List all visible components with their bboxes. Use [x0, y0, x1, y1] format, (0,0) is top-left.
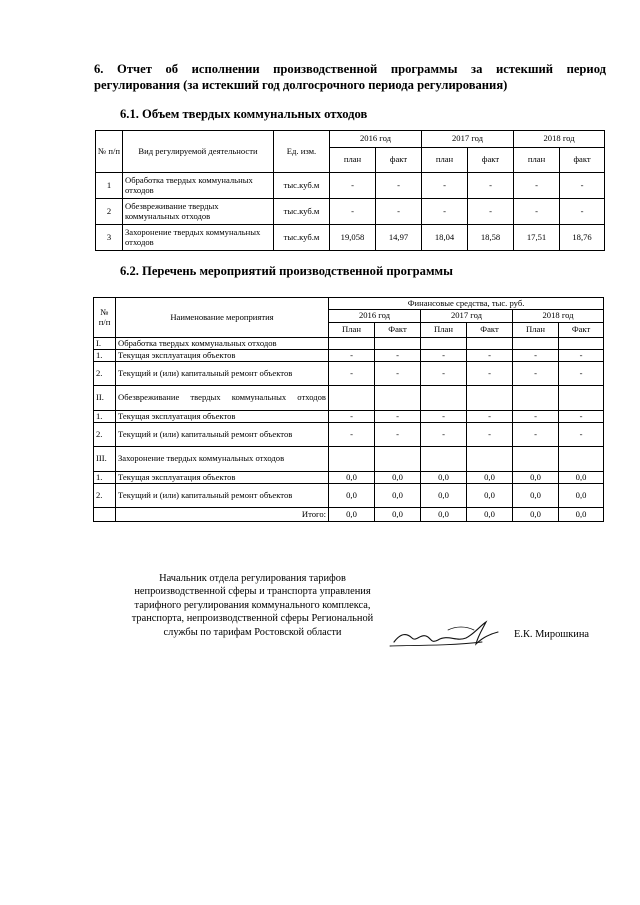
- row-no: 1.: [94, 350, 116, 362]
- cell-value: [329, 386, 375, 411]
- row-no: 2.: [94, 362, 116, 386]
- cell-value: [421, 386, 467, 411]
- cell-value: 0,0: [421, 484, 467, 508]
- header-year-2016: 2016 год: [329, 310, 421, 323]
- cell-value: -: [467, 411, 513, 423]
- table-row: [96, 225, 605, 251]
- cell-value: -: [559, 411, 604, 423]
- cell-value: 0,0: [467, 472, 513, 484]
- header-plan: План: [421, 323, 467, 338]
- row-no: 2.: [94, 484, 116, 508]
- cell-value: [421, 447, 467, 472]
- header-year-2017: 2017 год: [422, 131, 514, 148]
- cell-value: -: [330, 199, 376, 225]
- cell-value: 0,0: [559, 472, 604, 484]
- row-activity: Захоронение твердых коммунальных отходов: [123, 225, 274, 251]
- row-no: 3: [96, 225, 123, 251]
- cell-value: [467, 447, 513, 472]
- row-measure-name: Текущий и (или) капитальный ремонт объектов: [116, 362, 329, 386]
- header-no: № п/п: [96, 131, 123, 173]
- cell-value: -: [329, 411, 375, 423]
- cell-value: -: [513, 411, 559, 423]
- cell-value: -: [329, 362, 375, 386]
- cell-value: [329, 447, 375, 472]
- cell-value: -: [560, 173, 605, 199]
- table-row: [94, 472, 604, 484]
- table-row: [94, 484, 604, 508]
- cell-value: 0,0: [375, 484, 421, 508]
- signatory-position: [110, 572, 395, 639]
- header-plan: план: [514, 148, 560, 173]
- total-row: [94, 508, 604, 522]
- cell-value: -: [329, 350, 375, 362]
- signer-name: Е.К. Мирошкина: [514, 629, 590, 640]
- cell-value: -: [375, 362, 421, 386]
- cell-value: -: [513, 350, 559, 362]
- cell-value: -: [376, 199, 422, 225]
- program-measures-table: [93, 297, 604, 522]
- header-plan: План: [329, 323, 375, 338]
- cell-value: -: [330, 173, 376, 199]
- cell-value: -: [421, 362, 467, 386]
- cell-value: [375, 338, 421, 350]
- row-activity: Обработка твердых коммунальных отходов: [123, 173, 274, 199]
- header-finance: Финансовые средства, тыс. руб.: [329, 298, 604, 310]
- cell-value: [559, 338, 604, 350]
- cell-value: 0,0: [559, 484, 604, 508]
- row-measure-name: Текущая эксплуатация объектов: [116, 411, 329, 423]
- cell-value: [467, 338, 513, 350]
- cell-value: -: [514, 199, 560, 225]
- table-row: [94, 411, 604, 423]
- cell-value: [559, 447, 604, 472]
- cell-value: 0,0: [513, 472, 559, 484]
- cell-value: 18,04: [422, 225, 468, 251]
- position-line: транспорта, непроизводственной сферы Региональной: [131, 613, 374, 625]
- position-line: непроизводственной сферы и транспорта управления: [134, 586, 371, 598]
- header-year-2016: 2016 год: [330, 131, 422, 148]
- row-measure-name: Текущий и (или) капитальный ремонт объектов: [116, 484, 329, 508]
- cell-value: -: [468, 173, 514, 199]
- header-measure-name: Наименование мероприятия: [116, 298, 329, 338]
- row-measure-name: Захоронение твердых коммунальных отходов: [116, 447, 329, 472]
- table-row: [94, 350, 604, 362]
- cell-value: 19,058: [330, 225, 376, 251]
- cell-value: -: [375, 423, 421, 447]
- row-no: 2: [96, 199, 123, 225]
- cell-value: -: [560, 199, 605, 225]
- row-no: 2.: [94, 423, 116, 447]
- table-row: [94, 338, 604, 350]
- tko-volume-table: [95, 130, 605, 251]
- total-value: 0,0: [467, 508, 513, 522]
- cell-value: 17,51: [514, 225, 560, 251]
- cell-value: -: [468, 199, 514, 225]
- cell-value: -: [467, 362, 513, 386]
- cell-value: -: [513, 423, 559, 447]
- cell-value: -: [559, 350, 604, 362]
- row-unit: тыс.куб.м: [274, 173, 330, 199]
- cell-value: [375, 447, 421, 472]
- cell-value: [375, 386, 421, 411]
- cell-value: -: [467, 350, 513, 362]
- row-no: 1: [96, 173, 123, 199]
- cell-value: 0,0: [513, 484, 559, 508]
- section-6-1-heading: 6.1. Объем твердых коммунальных отходов: [120, 107, 368, 121]
- cell-value: [513, 338, 559, 350]
- cell-value: 18,76: [560, 225, 605, 251]
- row-no: 1.: [94, 472, 116, 484]
- total-value: 0,0: [329, 508, 375, 522]
- cell-value: 0,0: [329, 484, 375, 508]
- row-unit: тыс.куб.м: [274, 199, 330, 225]
- row-measure-name: Обработка твердых коммунальных отходов: [116, 338, 329, 350]
- position-line: службы по тарифам Ростовской области: [163, 626, 342, 638]
- cell-value: 0,0: [329, 472, 375, 484]
- cell-value: -: [375, 411, 421, 423]
- total-label: Итого:: [116, 508, 329, 522]
- cell-value: [559, 386, 604, 411]
- cell-value: [421, 338, 467, 350]
- table-row: [96, 199, 605, 225]
- total-value: 0,0: [513, 508, 559, 522]
- cell-value: -: [559, 423, 604, 447]
- header-plan: план: [422, 148, 468, 173]
- table-row: [94, 447, 604, 472]
- cell-value: -: [329, 423, 375, 447]
- row-measure-name: Текущий и (или) капитальный ремонт объектов: [116, 423, 329, 447]
- header-year-2018: 2018 год: [513, 310, 604, 323]
- row-no: I.: [94, 338, 116, 350]
- cell-value: 14,97: [376, 225, 422, 251]
- header-fact: Факт: [375, 323, 421, 338]
- cell-value: -: [421, 423, 467, 447]
- header-activity: Вид регулируемой деятельности: [123, 131, 274, 173]
- section-6-2-heading: 6.2. Перечень мероприятий производственной программы: [120, 264, 453, 278]
- cell-value: 0,0: [421, 472, 467, 484]
- cell-value: 0,0: [375, 472, 421, 484]
- section-6-heading: 6. Отчет об исполнении производственной программы за истекший период регулирования (за истекший год долгосрочного периода регулирования): [94, 62, 606, 92]
- total-no-empty: [94, 508, 116, 522]
- header-unit: Ед. изм.: [274, 131, 330, 173]
- table-row: [94, 362, 604, 386]
- header-plan: План: [513, 323, 559, 338]
- total-value: 0,0: [375, 508, 421, 522]
- total-value: 0,0: [421, 508, 467, 522]
- row-measure-name: Текущая эксплуатация объектов: [116, 472, 329, 484]
- cell-value: -: [421, 411, 467, 423]
- cell-value: [467, 386, 513, 411]
- table-row: [94, 423, 604, 447]
- header-year-2018: 2018 год: [514, 131, 605, 148]
- cell-value: -: [513, 362, 559, 386]
- header-fact: Факт: [559, 323, 604, 338]
- cell-value: -: [559, 362, 604, 386]
- cell-value: -: [467, 423, 513, 447]
- table-row: [96, 173, 605, 199]
- position-line: Начальник отдела регулирования тарифов: [159, 573, 346, 584]
- handwritten-signature: [386, 612, 504, 654]
- row-no: II.: [94, 386, 116, 411]
- row-activity: Обезвреживание твердых коммунальных отходов: [123, 199, 274, 225]
- cell-value: -: [422, 199, 468, 225]
- cell-value: [513, 447, 559, 472]
- row-no: 1.: [94, 411, 116, 423]
- cell-value: -: [514, 173, 560, 199]
- position-line: тарифного регулирования коммунального комплекса,: [134, 599, 371, 611]
- header-fact: факт: [468, 148, 514, 173]
- row-no: III.: [94, 447, 116, 472]
- header-fact: Факт: [467, 323, 513, 338]
- header-year-2017: 2017 год: [421, 310, 513, 323]
- row-measure-name: Текущая эксплуатация объектов: [116, 350, 329, 362]
- cell-value: -: [422, 173, 468, 199]
- row-unit: тыс.куб.м: [274, 225, 330, 251]
- total-value: 0,0: [559, 508, 604, 522]
- cell-value: -: [421, 350, 467, 362]
- header-fact: факт: [560, 148, 605, 173]
- cell-value: -: [375, 350, 421, 362]
- row-measure-name: Обезвреживание твердых коммунальных отходов: [116, 386, 329, 411]
- cell-value: 18,58: [468, 225, 514, 251]
- cell-value: [513, 386, 559, 411]
- cell-value: [329, 338, 375, 350]
- header-no: № п/п: [94, 298, 116, 338]
- header-fact: факт: [376, 148, 422, 173]
- cell-value: -: [376, 173, 422, 199]
- table-row: [94, 386, 604, 411]
- cell-value: 0,0: [467, 484, 513, 508]
- header-plan: план: [330, 148, 376, 173]
